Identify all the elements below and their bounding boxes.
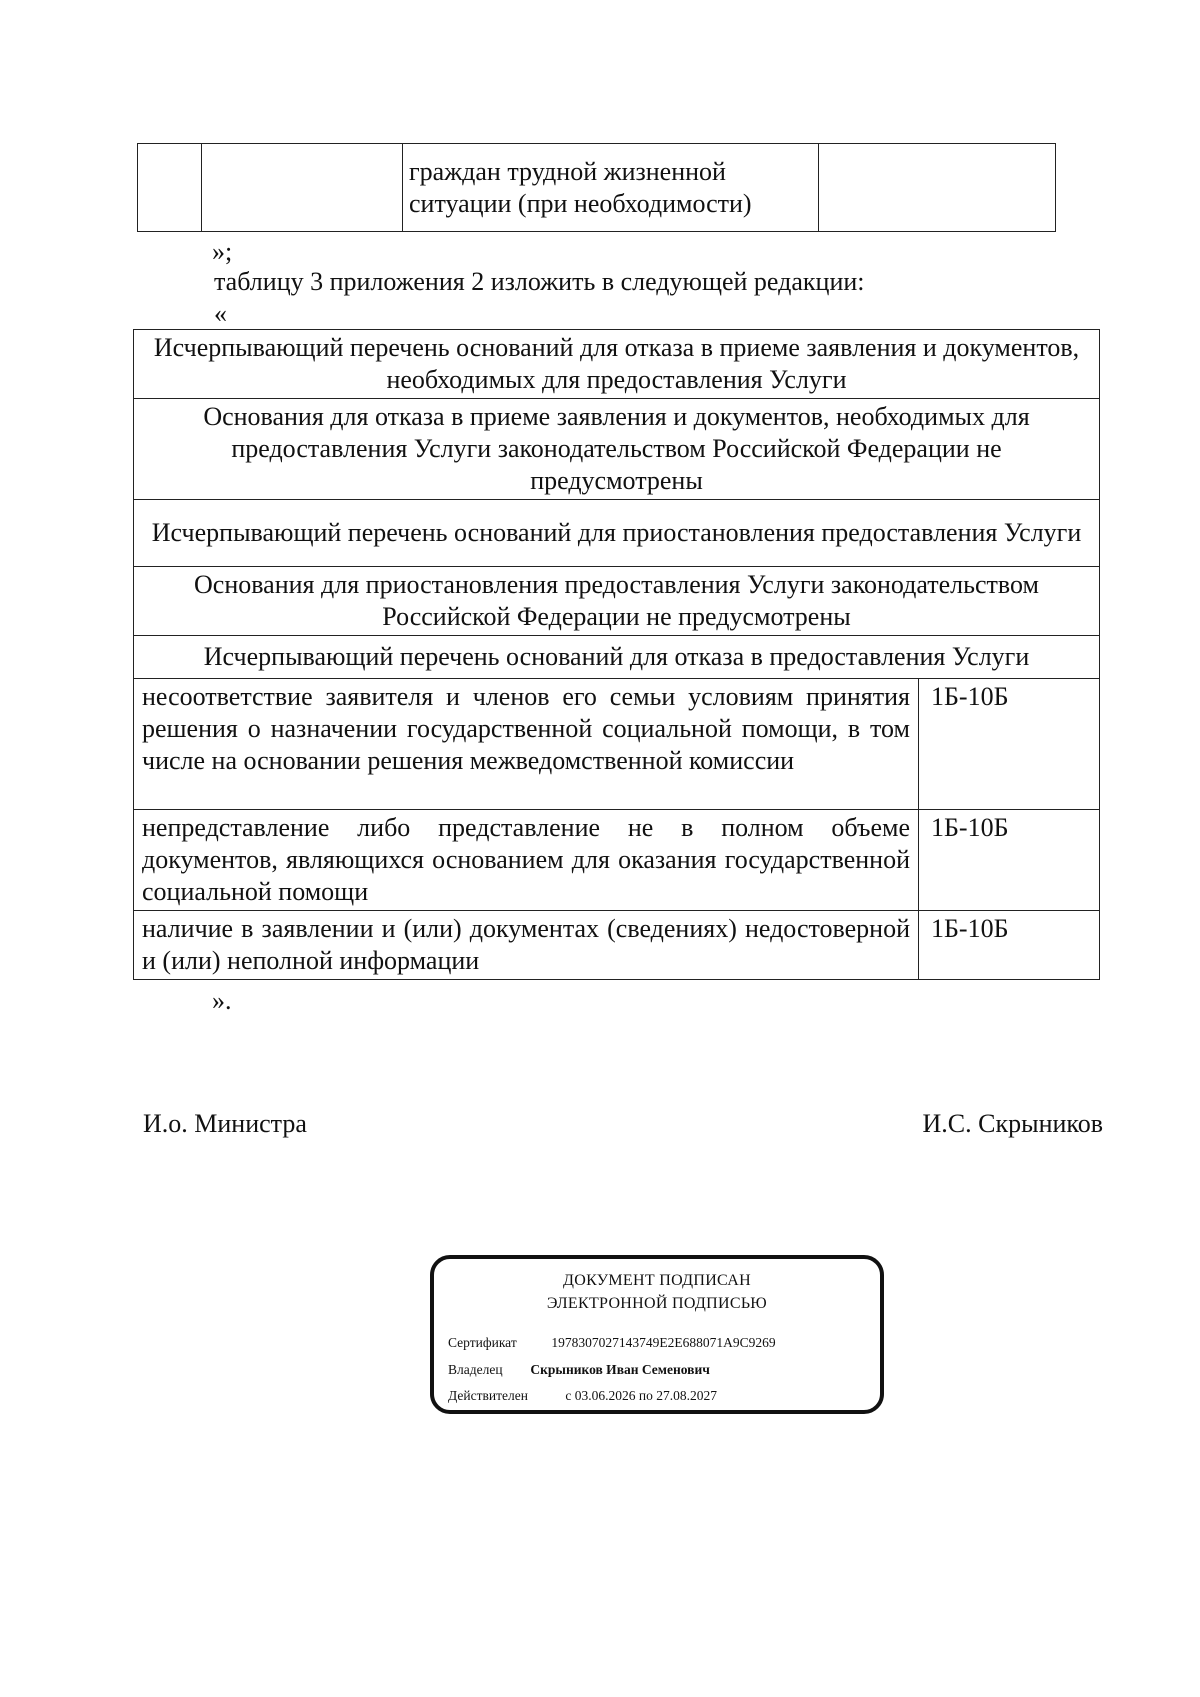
table-row [134, 399, 1100, 500]
stamp-certificate-label: Сертификат [448, 1335, 517, 1350]
table-cell-text [403, 144, 819, 232]
refusal-reason: несоответствие заявителя и членов его семьи условиям принятия решения о назначении государственной социальной помощи, в том числе на основании решения межведомственной комиссии [134, 679, 919, 810]
refusal-reference: 1Б-10Б [919, 911, 1100, 980]
stamp-title: ЭЛЕКТРОННОЙ ПОДПИСЬЮ [546, 1295, 768, 1312]
opening-quote: « [214, 299, 227, 328]
stamp-owner-label: Владелец [448, 1362, 503, 1377]
table-row [134, 636, 1100, 679]
electronic-signature-stamp [430, 1255, 884, 1414]
stamp-owner [448, 1361, 710, 1379]
table-row [134, 567, 1100, 636]
stamp-certificate-value: 1978307027143749E2E688071A9C9269 [551, 1335, 776, 1350]
signatory-position: И.о. Министра [143, 1109, 307, 1138]
refusal-reference: 1Б-10Б [919, 810, 1100, 911]
table-row [134, 810, 1100, 911]
table-row [134, 911, 1100, 980]
refusal-reason: непредставление либо представление не в полном объеме документов, являющихся основанием для оказания государственной социальной помощи [134, 810, 919, 911]
stamp-certificate [448, 1334, 776, 1352]
stamp-validity-value: с 03.06.2026 по 27.08.2027 [565, 1388, 717, 1403]
table-row [138, 144, 1056, 232]
stamp-title: ДОКУМЕНТ ПОДПИСАН [563, 1272, 751, 1289]
closing-quote: ». [212, 986, 232, 1015]
table-row [134, 679, 1100, 810]
closing-quote: »; [212, 237, 233, 266]
table-3 [133, 329, 1100, 980]
stamp-validity-label: Действителен [448, 1388, 528, 1403]
table-cell [819, 144, 1056, 232]
signatory-name: И.С. Скрыников [922, 1109, 1103, 1138]
section-value-suspension: Основания для приостановления предоставления Услуги законодательством Российской Федерации не предусмотрены [134, 567, 1100, 636]
stamp-owner-value: Скрыников Иван Семенович [530, 1362, 710, 1377]
stamp-validity [448, 1387, 717, 1405]
section-header-refusal-acceptance: Исчерпывающий перечень оснований для отказа в приеме заявления и документов, необходимых для предоставления Услуги [134, 330, 1100, 399]
section-value-refusal-acceptance: Основания для отказа в приеме заявления и документов, необходимых для предоставления Услуги законодательством Российской Федерации не предусмотрены [134, 399, 1100, 500]
continuation-table [137, 143, 1056, 232]
table-row [134, 330, 1100, 399]
cell-line: ситуации (при необходимости) [409, 189, 752, 218]
section-header-refusal-service: Исчерпывающий перечень оснований для отказа в предоставления Услуги [134, 636, 1100, 679]
section-header-suspension: Исчерпывающий перечень оснований для приостановления предоставления Услуги [134, 500, 1100, 567]
refusal-reason: наличие в заявлении и (или) документах (сведениях) недостоверной и (или) неполной информации [134, 911, 919, 980]
refusal-reference: 1Б-10Б [919, 679, 1100, 810]
instruction-text: таблицу 3 приложения 2 изложить в следующей редакции: [214, 267, 865, 296]
table-cell [138, 144, 202, 232]
table-cell [202, 144, 403, 232]
cell-line: граждан трудной жизненной [409, 157, 726, 186]
table-row [134, 500, 1100, 567]
